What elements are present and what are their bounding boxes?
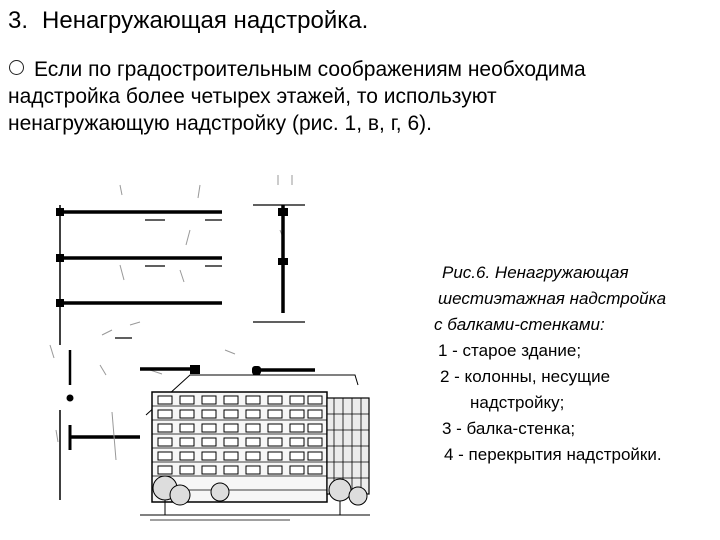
column-section: [253, 205, 305, 322]
slide-title: [8, 6, 368, 36]
body-paragraph: [8, 56, 714, 137]
caption-line: 2 - колонны, несущие: [440, 367, 611, 386]
caption-line: Рис.6. Ненагружающая: [442, 263, 629, 282]
circle-bullet-icon: [9, 60, 24, 75]
superstructure-floor-slabs: [62, 212, 222, 303]
caption-line: 1 - старое здание;: [438, 341, 582, 360]
caption-line: надстройку;: [470, 393, 565, 412]
building-illustration: [140, 375, 370, 520]
body-line-1: Если по градостроительным соображениям необходима: [34, 58, 586, 81]
structural-diagram-figure: [40, 170, 410, 540]
title-text: Ненагружающая надстройка.: [42, 7, 369, 34]
caption-line: 3 - балка-стенка;: [442, 419, 576, 438]
body-line-3: ненагружающую надстройку (рис. 1, в, г, 6).: [8, 112, 432, 135]
body-line-2: надстройка более четырех этажей, то используют: [8, 85, 497, 108]
caption-line: 4 - перекрытия надстройки.: [444, 445, 662, 464]
title-number: 3.: [8, 7, 29, 34]
caption-line: с балками-стенками:: [434, 315, 605, 334]
caption-line: шестиэтажная надстройка: [438, 289, 667, 308]
structural-section-drawing: [40, 170, 410, 535]
figure-caption: [430, 260, 716, 468]
